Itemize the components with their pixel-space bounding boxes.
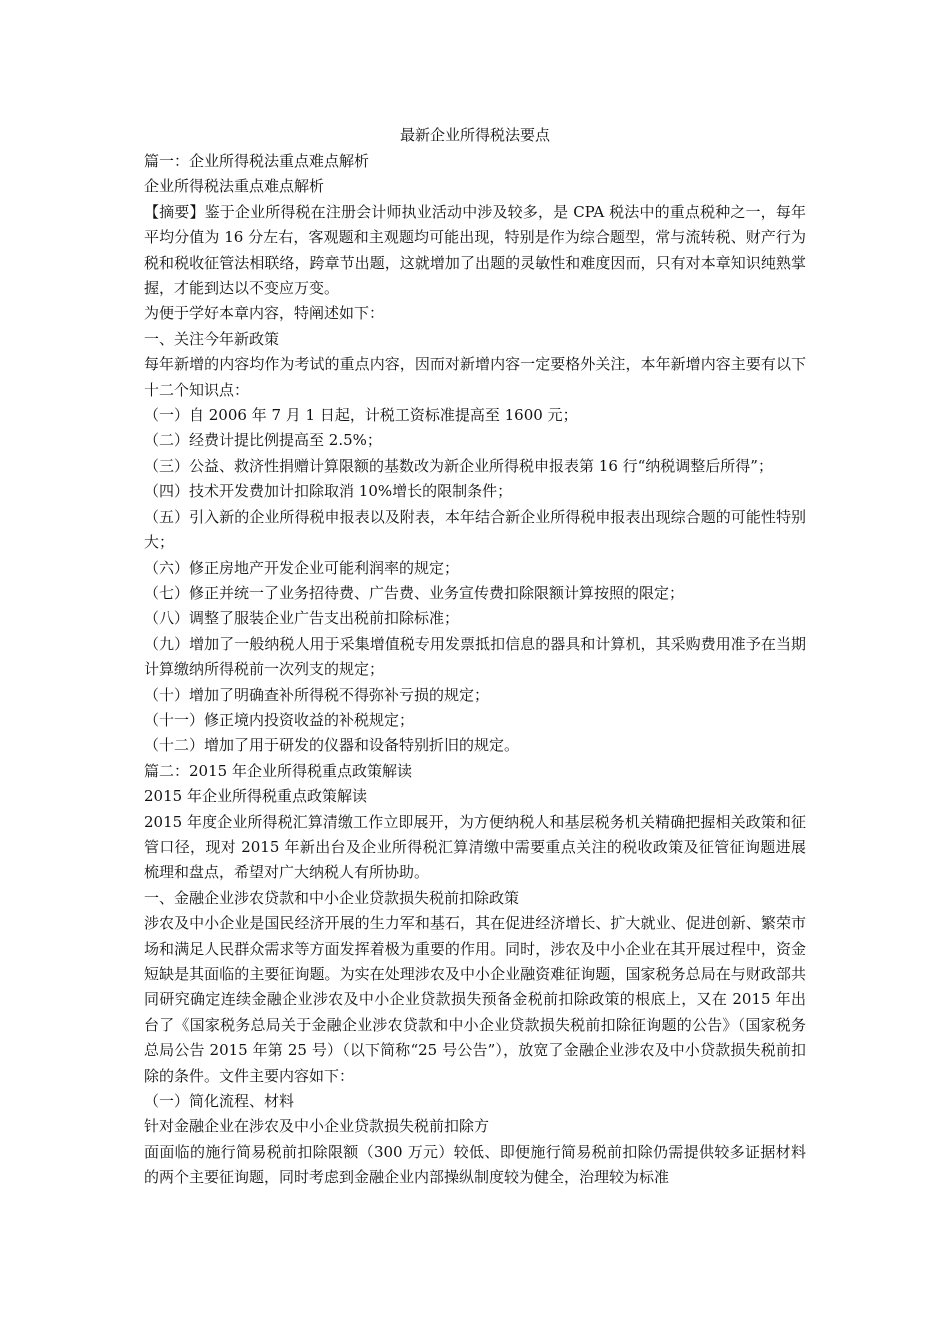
section-heading: 一、金融企业涉农贷款和中小企业贷款损失税前扣除政策 (144, 888, 520, 907)
body-paragraph: 为便于学好本章内容，特阐述如下： (144, 304, 385, 323)
list-item: （十二）增加了用于研发的仪器和设备特别折旧的规定。 (144, 736, 520, 755)
section-heading: 一、关注今年新政策 (144, 329, 280, 348)
subheading: 企业所得税法重点难点解析 (144, 177, 325, 196)
list-item: （一）自 2006 年 7 月 1 日起，计税工资标准提高至 1600 元； (144, 406, 578, 425)
list-item: （六）修正房地产开发企业可能利润率的规定； (144, 558, 460, 577)
body-paragraph: 2015 年度企业所得税汇算清缴工作立即展开，为方便纳税人和基层税务机关精确把握相关政策和征管口径，现对 2015 年新出台及企业所得税汇算清缴中需要重点关注的税收政策及征管征询题进展梳理和盘点，希望对广大纳税人有所协助。 (144, 812, 806, 882)
body-paragraph: 涉农及中小企业是国民经济开展的生力军和基石，其在促进经济增长、扩大就业、促进创新、繁荣市场和满足人民群众需求等方面发挥着极为重要的作用。同时，涉农及中小企业在其开展过程中，资金短缺是其面临的主要征询题。为实在处理涉农及中小企业融资难征询题，国家税务总局在与财政部共同研究确定连续金融企业涉农及中小企业贷款损失预备金税前扣除政策的根底上，又在 2015 年出台了《国家税务总局关于金融企业涉农贷款和中小企业贷款损失税前扣除征询题的公告》（国家税务总局公告 2015 年第 25 号）（以下简称“25 号公告”），放宽了金融企业涉农及中小贷款损失税前扣除的条件。文件主要内容如下： (144, 914, 806, 1085)
list-item: （八）调整了服装企业广告支出税前扣除标准； (144, 609, 460, 628)
list-item: （三）公益、救济性捐赠计算限额的基数改为新企业所得税申报表第 16 行“纳税调整后所得”； (144, 456, 773, 475)
abstract-paragraph: 【摘要】鉴于企业所得税在注册会计师执业活动中涉及较多，是 CPA 税法中的重点税种之一，每年平均分值为 16 分左右，客观题和主观题均可能出现，特别是作为综合题型，常与流转税、财产行为税和税收征管法相联络，跨章节出题，这就增加了出题的灵敏性和难度因而，只有对本章知识纯熟掌握，才能到达以不变应万变。 (144, 202, 806, 298)
body-paragraph: 每年新增的内容均作为考试的重点内容，因而对新增内容一定要格外关注，本年新增内容主要有以下十二个知识点： (144, 355, 806, 399)
list-item: （五）引入新的企业所得税申报表以及附表，本年结合新企业所得税申报表出现综合题的可能性特别大； (144, 507, 806, 552)
document-body (144, 122, 806, 1191)
section-heading-part-1: 篇一：企业所得税法重点难点解析 (144, 152, 370, 170)
body-paragraph: 面面临的施行简易税前扣除限额（300 万元）较低、即便施行简易税前扣除仍需提供较多证据材料的两个主要征询题，同时考虑到金融企业内部操纵制度较为健全，治理较为标准 (144, 1142, 806, 1187)
document-title: 最新企业所得税法要点 (399, 126, 550, 144)
list-item: （十一）修正境内投资收益的补税规定； (144, 710, 415, 729)
list-item: （四）技术开发费加计扣除取消 10%增长的限制条件； (144, 482, 513, 501)
list-item: （二）经费计提比例提高至 2.5%； (144, 431, 382, 450)
section-heading-part-2: 篇二：2015 年企业所得税重点政策解读 (144, 761, 412, 780)
subheading: 2015 年企业所得税重点政策解读 (144, 787, 367, 806)
list-item: （七）修正并统一了业务招待费、广告费、业务宣传费扣除限额计算按照的限定； (144, 583, 685, 602)
section-heading: （一）简化流程、材料 (144, 1092, 295, 1111)
body-paragraph: 针对金融企业在涉农及中小企业贷款损失税前扣除方 (144, 1117, 490, 1136)
list-item: （九）增加了一般纳税人用于采集增值税专用发票抵扣信息的器具和计算机，其采购费用准予在当期计算缴纳所得税前一次列支的规定； (144, 634, 806, 679)
list-item: （十）增加了明确查补所得税不得弥补亏损的规定； (144, 685, 490, 704)
